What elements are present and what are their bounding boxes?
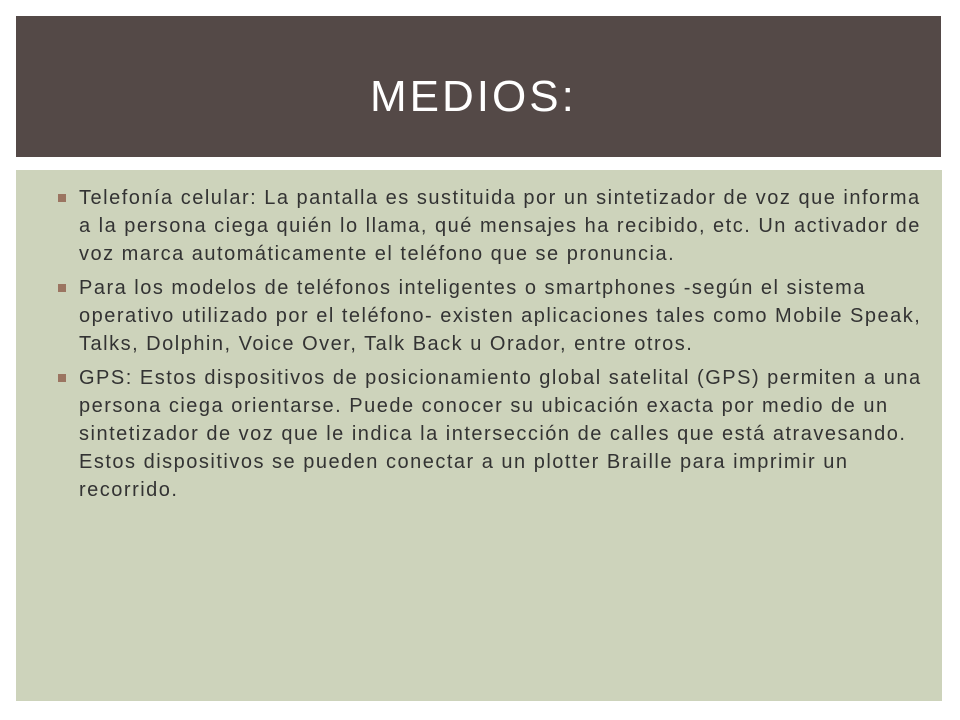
bullet-text: Para los modelos de teléfonos inteligentes o smartphones -según el sistema operativo utilizado por el teléfono- existen aplicaciones tales como Mobile Speak, Talks, Dolphin, Voice Over, Talk Back u Orador, entre otros.: [79, 277, 922, 355]
bullet-item-smartphones: [56, 274, 924, 358]
square-bullet-icon: [58, 374, 66, 382]
slide-title: MEDIOS:: [370, 72, 577, 121]
square-bullet-icon: [58, 284, 66, 292]
bullet-item-gps: [56, 364, 924, 504]
bullet-list: [56, 184, 924, 510]
bullet-text: GPS: Estos dispositivos de posicionamiento global satelital (GPS) permiten a una persona ciega orientarse. Puede conocer su ubicación exacta por medio de un sintetizador de voz que le indica la intersección de calles que está atravesando. Estos dispositivos se pueden conectar a un plotter Braille para imprimir un recorrido.: [79, 367, 922, 501]
bullet-item-telefonia: [56, 184, 924, 268]
bullet-text: Telefonía celular: La pantalla es sustituida por un sintetizador de voz que informa a la persona ciega quién lo llama, qué mensajes ha recibido, etc. Un activador de voz marca automáticamente el teléfono que se pronuncia.: [79, 187, 921, 265]
square-bullet-icon: [58, 194, 66, 202]
